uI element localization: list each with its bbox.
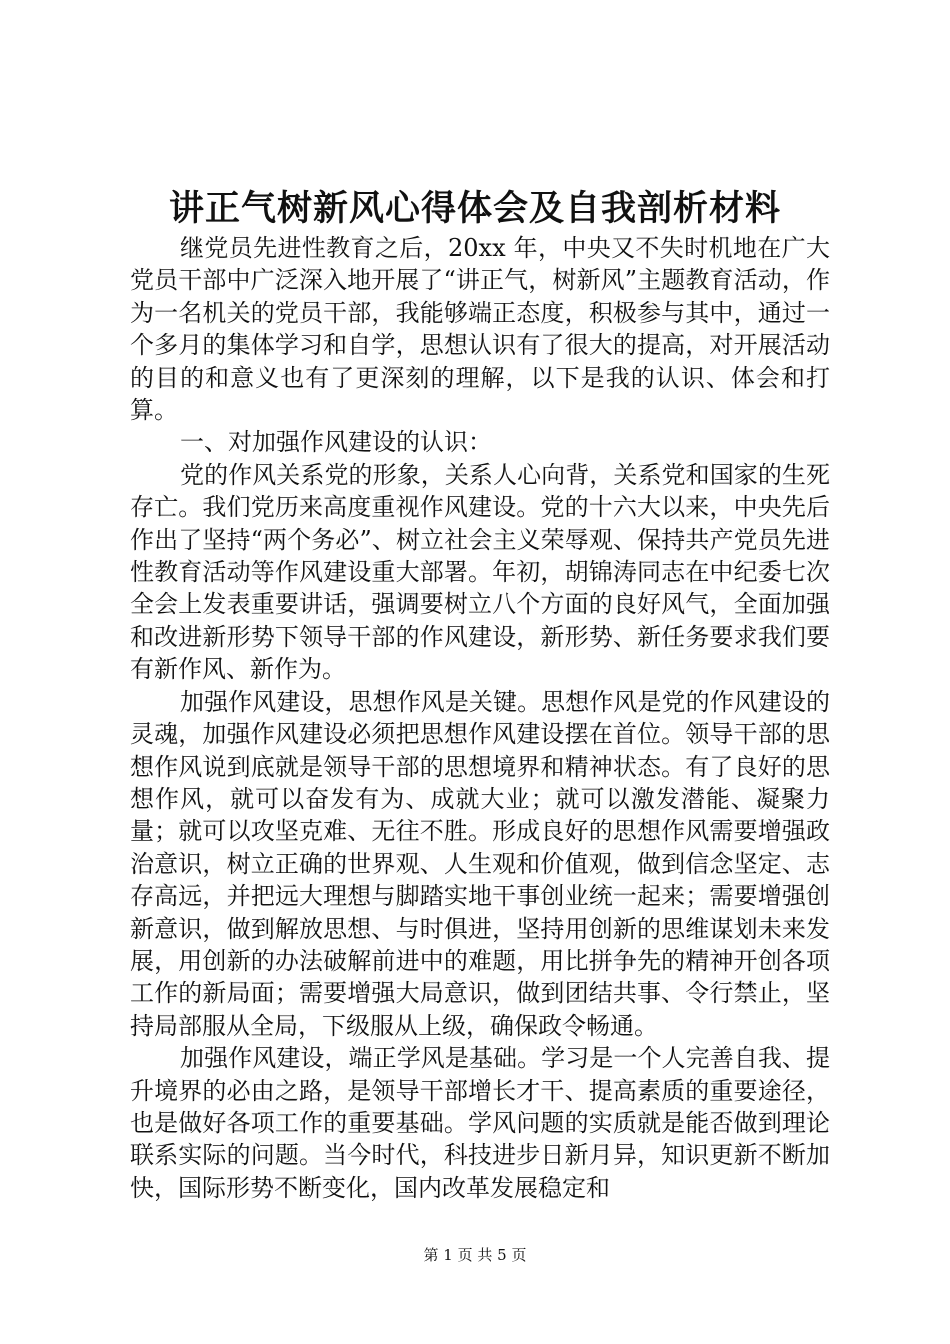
- section-heading: 一、对加强作风建设的认识：: [180, 428, 492, 457]
- page-footer: 第 1 页 共 5 页: [423, 1246, 527, 1264]
- document-body: [130, 232, 830, 1204]
- page-title: 讲正气树新风心得体会及自我剖析材料: [168, 188, 781, 229]
- paragraph-thought-style: 加强作风建设，思想作风是关键。思想作风是党的作风建设的灵魂，加强作风建设必须把思想作风建设摆在首位。领导干部的思想作风说到底就是领导干部的思想境界和精神状态。有了良好的思想作风，就可以奋发有为、成就大业；就可以激发潜能、凝聚力量；就可以攻坚克难、无往不胜。形成良好的思想作风需要增强政治意识，树立正确的世界观、人生观和价值观，做到信念坚定、志存高远，并把远大理想与脚踏实地干事创业统一起来；需要增强创新意识，做到解放思想、与时俱进，坚持用创新的思维谋划未来发展，用创新的办法破解前进中的难题，用比拼争先的精神开创各项工作的新局面；需要增强大局意识，做到团结共事、令行禁止，坚持局部服从全局，下级服从上级，确保政令畅通。: [130, 687, 830, 1040]
- paragraph-party-style: 党的作风关系党的形象，关系人心向背，关系党和国家的生死存亡。我们党历来高度重视作风建设。党的十六大以来，中央先后作出了坚持“两个务必”、树立社会主义荣辱观、保持共产党员先进性教育活动等作风建设重大部署。年初，胡锦涛同志在中纪委七次全会上发表重要讲话，强调要树立八个方面的良好风气，全面加强和改进新形势下领导干部的作风建设，新形势、新任务要求我们要有新作风、新作为。: [130, 460, 830, 684]
- paragraph-study-style: 加强作风建设，端正学风是基础。学习是一个人完善自我、提升境界的必由之路，是领导干部增长才干、提高素质的重要途径，也是做好各项工作的重要基础。学风问题的实质就是能否做到理论联系实际的问题。当今时代，科技进步日新月异，知识更新不断加快，国际形势不断变化，国内改革发展稳定和: [130, 1044, 830, 1202]
- paragraph-intro: 继党员先进性教育之后，20xx 年，中央又不失时机地在广大党员干部中广泛深入地开展了“讲正气，树新风”主题教育活动，作为一名机关的党员干部，我能够端正态度，积极参与其中，通过一个多月的集体学习和自学，思想认识有了很大的提高，对开展活动的目的和意义也有了更深刻的理解，以下是我的认识、体会和打算。: [130, 234, 830, 425]
